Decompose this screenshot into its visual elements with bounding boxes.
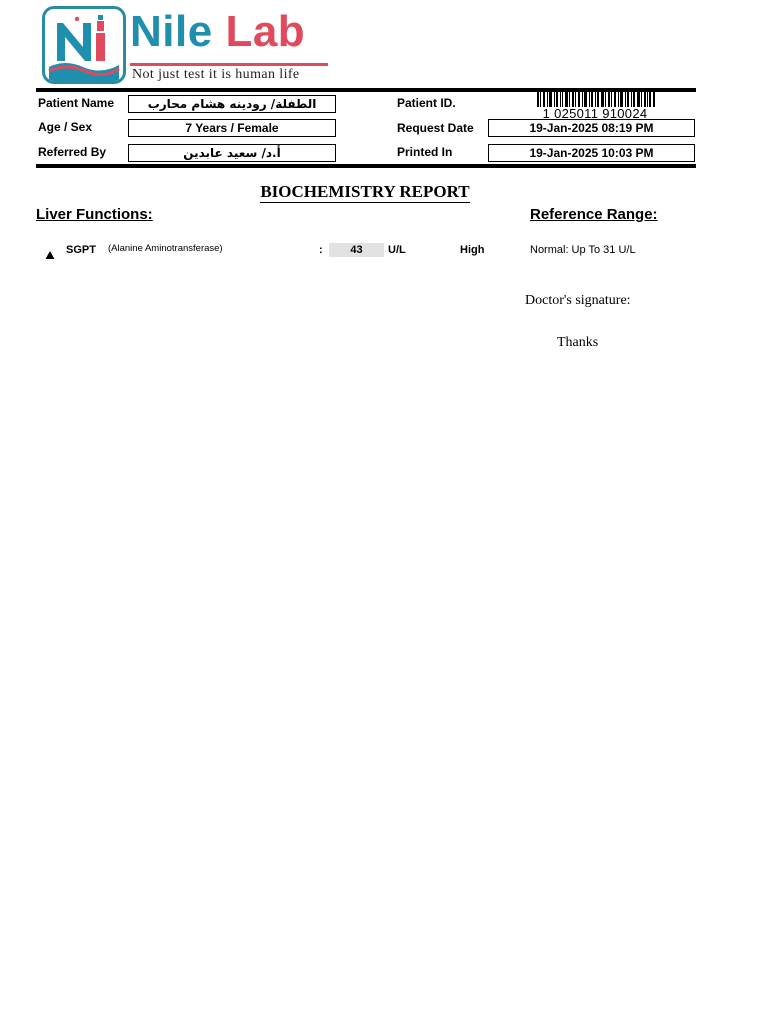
- age-sex-field: 7 Years / Female: [128, 119, 336, 137]
- brand-underline: [130, 63, 328, 66]
- patient-id-label: Patient ID.: [397, 96, 456, 110]
- doctor-signature: Doctor's signature:: [525, 293, 631, 308]
- section-heading: Liver Functions:: [36, 206, 153, 223]
- result-unit: U/L: [388, 244, 406, 256]
- reference-range-heading: Reference Range:: [530, 206, 658, 223]
- nile-lab-logo-icon: [42, 6, 126, 84]
- printed-in-label: Printed In: [397, 145, 453, 159]
- result-status: High: [460, 244, 485, 256]
- age-sex-label: Age / Sex: [38, 120, 93, 134]
- request-date-label: Request Date: [397, 121, 474, 135]
- report-title-text: BIOCHEMISTRY REPORT: [260, 182, 470, 201]
- patient-name-field: الطفلة/ رودينه هشام محارب: [128, 95, 336, 113]
- result-separator: :: [319, 244, 323, 256]
- test-full-name: (Alanine Aminotransferase): [108, 243, 223, 254]
- patient-id-value: 1 025011 910024: [532, 107, 658, 120]
- thanks-text: Thanks: [557, 335, 599, 350]
- triangle-up-icon: [45, 245, 55, 255]
- brand-name-part2: Lab: [225, 7, 306, 56]
- result-value: 43: [329, 243, 384, 257]
- brand-name-part1: Nile: [130, 7, 213, 56]
- reference-range-value: Normal: Up To 31 U/L: [530, 244, 636, 256]
- printed-in-field: 19-Jan-2025 10:03 PM: [488, 144, 695, 162]
- referred-by-label: Referred By: [38, 145, 107, 159]
- brand-name: [130, 7, 306, 56]
- patient-name-label: Patient Name: [38, 96, 115, 110]
- request-date-field: 19-Jan-2025 08:19 PM: [488, 119, 695, 137]
- test-name: SGPT: [66, 244, 96, 256]
- bottom-divider: [36, 164, 696, 168]
- report-title: [0, 182, 730, 202]
- tagline: Not just test it is human life: [132, 67, 300, 82]
- referred-by-field: أ.د/ سعيد عابدين: [128, 144, 336, 162]
